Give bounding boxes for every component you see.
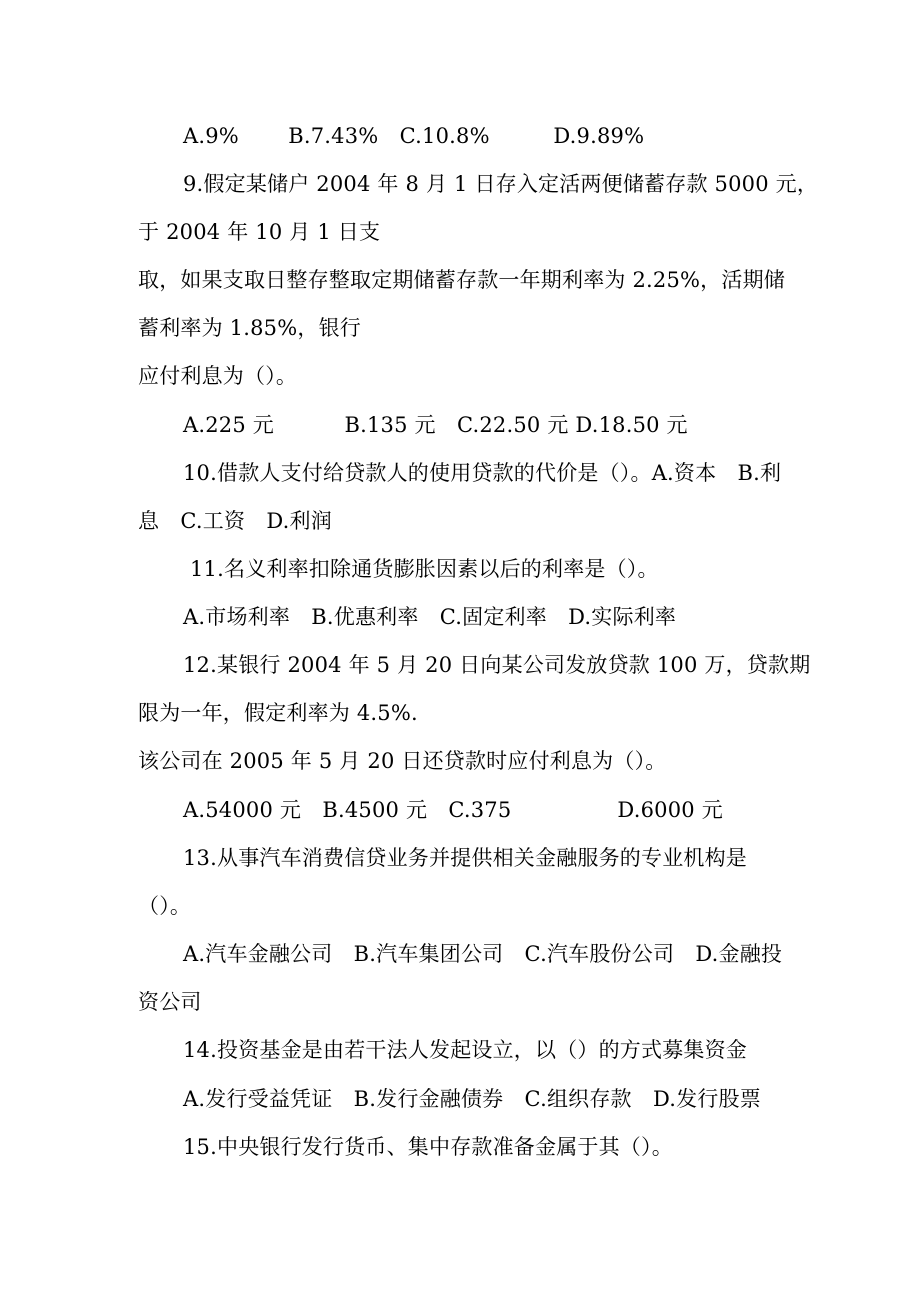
q13-options-line-2: 资公司 <box>138 990 202 1014</box>
q9-text-line-4: 蓄利率为 1.85%，银行 <box>138 316 361 340</box>
q14-text: 14.投资基金是由若干法人发起设立，以（）的方式募集资金 <box>183 1038 747 1062</box>
q11-text: 11.名义利率扣除通货膨胀因素以后的利率是（）。 <box>190 557 659 581</box>
q14-options: A.发行受益凭证 B.发行金融债券 C.组织存款 D.发行股票 <box>183 1087 761 1111</box>
q8-options: A.9% B.7.43% C.10.8% D.9.89% <box>183 124 645 148</box>
q12-text-line-1: 12.某银行 2004 年 5 月 20 日向某公司发放贷款 100 万，贷款期 <box>183 653 811 677</box>
q12-options: A.54000 元 B.4500 元 C.375 D.6000 元 <box>183 798 723 822</box>
q9-text-line-3: 取，如果支取日整存整取定期储蓄存款一年期利率为 2.25%，活期储 <box>138 268 785 292</box>
q9-options: A.225 元 B.135 元 C.22.50 元 D.18.50 元 <box>183 413 688 437</box>
q12-text-line-3: 该公司在 2005 年 5 月 20 日还贷款时应付利息为（）。 <box>138 749 667 773</box>
q13-options-line-1: A.汽车金融公司 B.汽车集团公司 C.汽车股份公司 D.金融投 <box>183 942 783 966</box>
q10-text-line-2: 息 C.工资 D.利润 <box>138 509 332 533</box>
q11-options: A.市场利率 B.优惠利率 C.固定利率 D.实际利率 <box>183 605 677 629</box>
q9-text-line-5: 应付利息为（）。 <box>138 364 298 388</box>
q13-text-line-1: 13.从事汽车消费信贷业务并提供相关金融服务的专业机构是 <box>183 846 747 870</box>
q12-text-line-2: 限为一年，假定利率为 4.5%. <box>138 701 418 725</box>
q9-text-line-1: 9.假定某储户 2004 年 8 月 1 日存入定活两便储蓄存款 5000 元， <box>183 172 819 196</box>
q9-text-line-2: 于 2004 年 10 月 1 日支 <box>138 220 381 244</box>
q15-text: 15.中央银行发行货币、集中存款准备金属于其（）。 <box>183 1135 673 1159</box>
q10-text-line-1: 10.借款人支付给贷款人的使用贷款的代价是（）。A.资本 B.利 <box>183 461 782 485</box>
q13-text-line-2: （）。 <box>138 894 192 918</box>
